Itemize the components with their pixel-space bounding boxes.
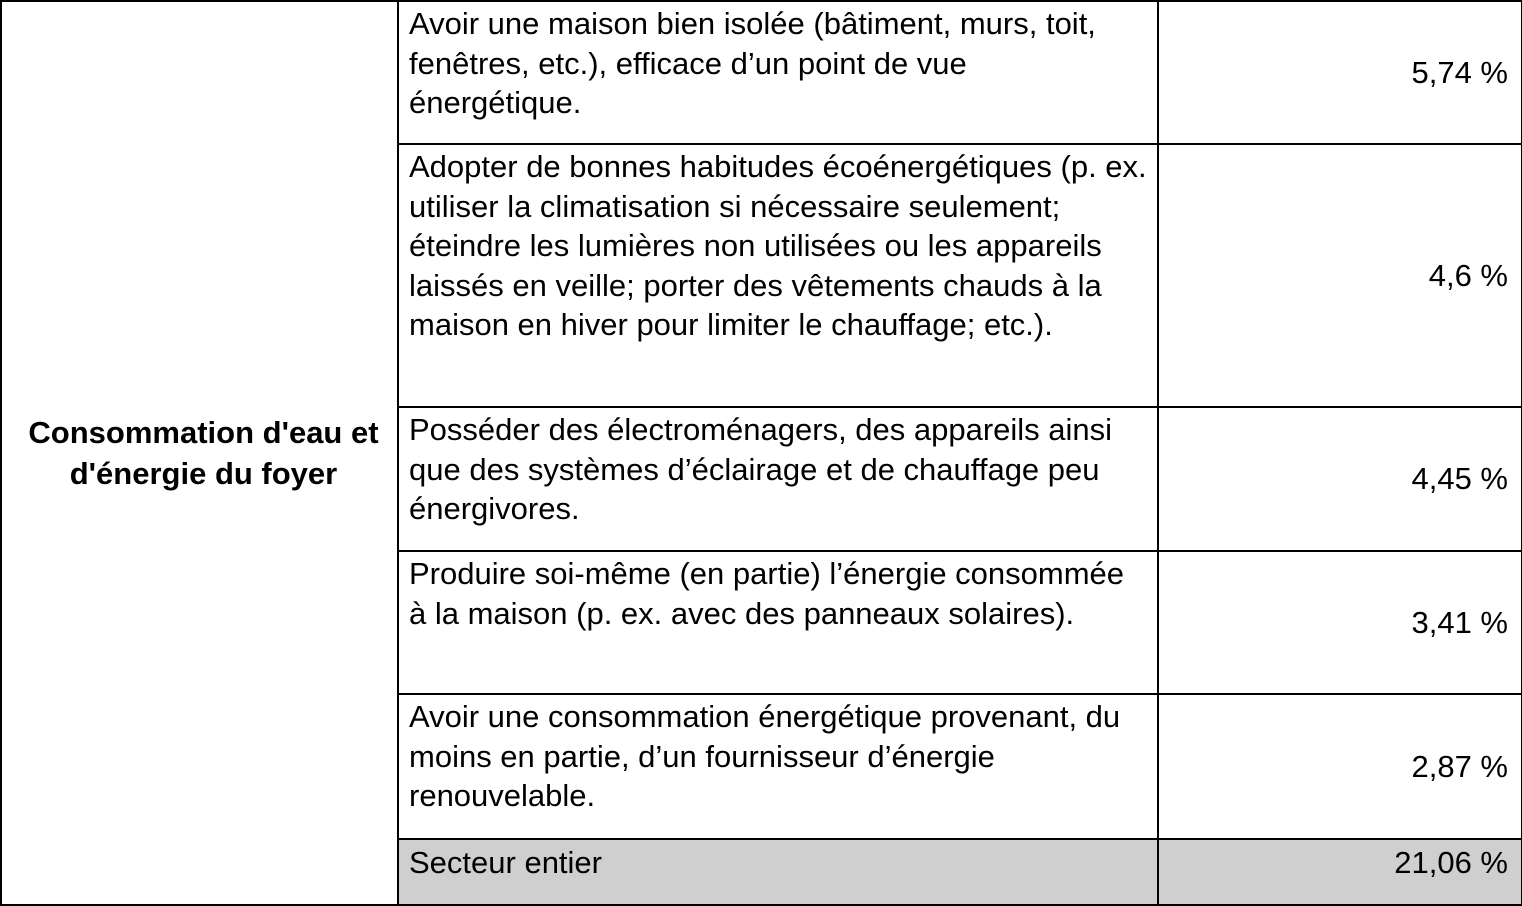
row-description: Adopter de bonnes habitudes écoénergétiques (p. ex. utiliser la climatisation si nécessaire seulement; éteindre les lumières non utilisées ou les appareils laissés en veille; porter des vêtements chauds à la maison en hiver pour limiter le chauffage; etc.). [398,144,1158,407]
row-percentage: 4,45 % [1158,407,1522,551]
row-percentage: 4,6 % [1158,144,1522,407]
row-percentage: 2,87 % [1158,694,1522,839]
table-row [1,1,1522,144]
row-percentage: 5,74 % [1158,1,1522,144]
total-percentage: 21,06 % [1158,839,1522,905]
row-description: Posséder des électroménagers, des appareils ainsi que des systèmes d’éclairage et de chauffage peu énergivores. [398,407,1158,551]
row-percentage: 3,41 % [1158,551,1522,694]
total-label: Secteur entier [398,839,1158,905]
row-description: Produire soi-même (en partie) l’énergie consommée à la maison (p. ex. avec des panneaux solaires). [398,551,1158,694]
row-description: Avoir une maison bien isolée (bâtiment, murs, toit, fenêtres, etc.), efficace d’un point de vue énergétique. [398,1,1158,144]
sector-label: Consommation d'eau et d'énergie du foyer [1,1,398,905]
row-description: Avoir une consommation énergétique provenant, du moins en partie, d’un fournisseur d’énergie renouvelable. [398,694,1158,839]
